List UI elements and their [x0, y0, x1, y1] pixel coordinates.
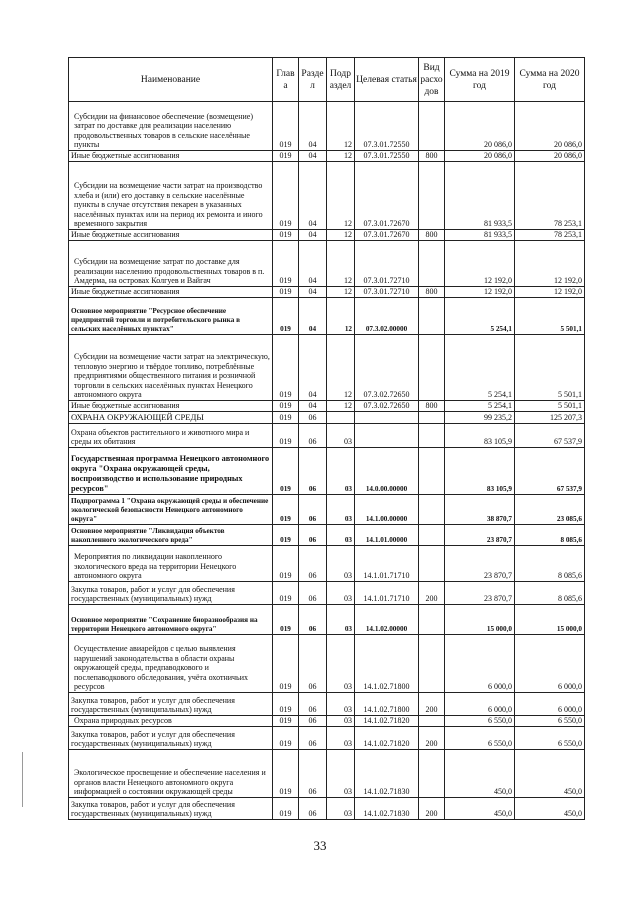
cell-glava: 019 [273, 798, 299, 820]
cell-razdel: 06 [299, 424, 327, 448]
cell-vid [419, 448, 445, 495]
cell-sum2020: 6 550,0 [515, 716, 585, 727]
table-body [69, 102, 585, 820]
table-row [69, 230, 585, 241]
cell-razdel: 06 [299, 635, 327, 693]
budget-table [68, 57, 585, 820]
cell-sum2020: 450,0 [515, 798, 585, 820]
cell-target: 14.1.01.71710 [355, 546, 419, 582]
cell-vid [419, 102, 445, 151]
cell-vid: 800 [419, 151, 445, 162]
table-row [69, 298, 585, 335]
cell-target: 14.1.02.71820 [355, 716, 419, 727]
cell-sum2019: 5 254,1 [445, 401, 515, 412]
table-row [69, 241, 585, 287]
cell-sum2020: 20 086,0 [515, 102, 585, 151]
cell-podrazdel: 03 [327, 635, 355, 693]
cell-glava: 019 [273, 605, 299, 635]
cell-vid: 800 [419, 401, 445, 412]
cell-sum2019: 23 870,7 [445, 582, 515, 605]
cell-vid [419, 495, 445, 525]
cell-name: Подпрограмма 1 "Охрана окружающей среды и обеспечение экологической безопасности Ненецкого автономного округа" [69, 495, 273, 525]
cell-podrazdel: 03 [327, 693, 355, 716]
table-row [69, 582, 585, 605]
cell-vid [419, 635, 445, 693]
cell-sum2020: 15 000,0 [515, 605, 585, 635]
cell-sum2020: 12 192,0 [515, 287, 585, 298]
table-row [69, 716, 585, 727]
cell-sum2020: 8 085,6 [515, 525, 585, 546]
scan-margin-mark [22, 752, 23, 807]
cell-razdel: 04 [299, 230, 327, 241]
cell-podrazdel: 03 [327, 424, 355, 448]
cell-razdel: 06 [299, 582, 327, 605]
cell-sum2020: 6 550,0 [515, 727, 585, 750]
cell-glava: 019 [273, 335, 299, 401]
header-podrazdel: Подр аздел [327, 58, 355, 102]
cell-sum2019: 83 105,9 [445, 424, 515, 448]
cell-podrazdel: 03 [327, 750, 355, 798]
cell-sum2019: 6 550,0 [445, 716, 515, 727]
cell-target: 07.3.02.72650 [355, 401, 419, 412]
cell-target [355, 412, 419, 424]
cell-sum2020: 20 086,0 [515, 151, 585, 162]
table-header-row [69, 58, 585, 102]
cell-name: Иные бюджетные ассигнования [69, 287, 273, 298]
cell-glava: 019 [273, 230, 299, 241]
cell-sum2020: 6 000,0 [515, 635, 585, 693]
cell-target: 07.3.02.00000 [355, 298, 419, 335]
cell-vid [419, 412, 445, 424]
cell-name: Государственная программа Ненецкого автономного округа "Охрана окружающей среды, воспроизводство и использование природных ресурсов" [69, 448, 273, 495]
cell-glava: 019 [273, 546, 299, 582]
cell-glava: 019 [273, 525, 299, 546]
cell-target: 14.1.02.71830 [355, 750, 419, 798]
cell-podrazdel: 12 [327, 298, 355, 335]
cell-podrazdel: 03 [327, 716, 355, 727]
cell-glava: 019 [273, 448, 299, 495]
table-row [69, 546, 585, 582]
cell-glava: 019 [273, 424, 299, 448]
cell-name: Основное мероприятие "Ликвидация объектов накопленного экологического вреда" [69, 525, 273, 546]
header-name: Наименование [69, 58, 273, 102]
cell-sum2019: 83 105,9 [445, 448, 515, 495]
cell-sum2019: 5 254,1 [445, 335, 515, 401]
header-vid: Вид расхо дов [419, 58, 445, 102]
cell-sum2020: 8 085,6 [515, 582, 585, 605]
cell-glava: 019 [273, 287, 299, 298]
cell-name: Субсидии на возмещение части затрат на электрическую, тепловую энергию и твёрдое топливо, потреблённые предприятиями общественного питания и розничной торговли в сельских населённых пунктах Ненецкого автономного округа [69, 335, 273, 401]
cell-name: Охрана природных ресурсов [69, 716, 273, 727]
cell-name: Субсидии на финансовое обеспечение (возмещение) затрат по доставке для реализации населению продовольственных товаров в сельские населённые пункты [69, 102, 273, 151]
cell-podrazdel: 12 [327, 401, 355, 412]
cell-vid [419, 162, 445, 230]
cell-podrazdel: 12 [327, 287, 355, 298]
table-row [69, 401, 585, 412]
table-row [69, 750, 585, 798]
cell-razdel: 04 [299, 401, 327, 412]
cell-glava: 019 [273, 151, 299, 162]
cell-vid: 200 [419, 582, 445, 605]
cell-target: 14.1.02.71800 [355, 693, 419, 716]
cell-glava: 019 [273, 693, 299, 716]
table-row [69, 635, 585, 693]
cell-vid [419, 335, 445, 401]
cell-razdel: 04 [299, 287, 327, 298]
cell-target: 14.1.02.71830 [355, 798, 419, 820]
cell-sum2019: 450,0 [445, 798, 515, 820]
cell-name: Закупка товаров, работ и услуг для обеспечения государственных (муниципальных) нужд [69, 727, 273, 750]
cell-vid: 800 [419, 287, 445, 298]
cell-target: 07.3.01.72710 [355, 241, 419, 287]
cell-glava: 019 [273, 102, 299, 151]
cell-podrazdel: 03 [327, 582, 355, 605]
cell-target: 07.3.01.72670 [355, 230, 419, 241]
table-row [69, 525, 585, 546]
cell-glava: 019 [273, 582, 299, 605]
cell-razdel: 04 [299, 241, 327, 287]
cell-target: 07.3.02.72650 [355, 335, 419, 401]
cell-podrazdel: 03 [327, 727, 355, 750]
table-row [69, 412, 585, 424]
cell-razdel: 06 [299, 412, 327, 424]
cell-target: 07.3.01.72710 [355, 287, 419, 298]
cell-name: ОХРАНА ОКРУЖАЮЩЕЙ СРЕДЫ [69, 412, 273, 424]
cell-vid: 200 [419, 727, 445, 750]
cell-glava: 019 [273, 298, 299, 335]
header-target: Целевая статья [355, 58, 419, 102]
table-row [69, 424, 585, 448]
cell-name: Охрана объектов растительного и животного мира и среды их обитания [69, 424, 273, 448]
cell-sum2020: 78 253,1 [515, 162, 585, 230]
cell-podrazdel: 03 [327, 525, 355, 546]
cell-sum2019: 450,0 [445, 750, 515, 798]
cell-sum2020: 450,0 [515, 750, 585, 798]
cell-glava: 019 [273, 495, 299, 525]
cell-name: Закупка товаров, работ и услуг для обеспечения государственных (муниципальных) нужд [69, 693, 273, 716]
header-sum2020: Сумма на 2020 год [515, 58, 585, 102]
cell-vid [419, 424, 445, 448]
cell-name: Осуществление авиарейдов с целью выявления нарушений законодательства в области охраны окружающей среды, предпаводкового и послепаводкового обследования, учёта охотничьих ресурсов [69, 635, 273, 693]
cell-sum2019: 6 000,0 [445, 693, 515, 716]
cell-sum2019: 12 192,0 [445, 241, 515, 287]
cell-razdel: 06 [299, 750, 327, 798]
cell-sum2019: 15 000,0 [445, 605, 515, 635]
cell-sum2019: 81 933,5 [445, 162, 515, 230]
cell-podrazdel [327, 412, 355, 424]
cell-glava: 019 [273, 412, 299, 424]
cell-razdel: 04 [299, 162, 327, 230]
cell-podrazdel: 12 [327, 335, 355, 401]
cell-vid: 800 [419, 230, 445, 241]
cell-razdel: 06 [299, 448, 327, 495]
cell-vid: 200 [419, 693, 445, 716]
cell-sum2019: 99 235,2 [445, 412, 515, 424]
cell-sum2019: 20 086,0 [445, 102, 515, 151]
cell-name: Основное мероприятие "Ресурсное обеспечение предприятий торговли и потребительского рынка в сельских населённых пунктах" [69, 298, 273, 335]
cell-sum2020: 5 501,1 [515, 401, 585, 412]
header-razdel: Разде л [299, 58, 327, 102]
cell-sum2020: 5 501,1 [515, 335, 585, 401]
cell-glava: 019 [273, 750, 299, 798]
cell-podrazdel: 12 [327, 230, 355, 241]
cell-glava: 019 [273, 635, 299, 693]
cell-sum2020: 78 253,1 [515, 230, 585, 241]
cell-razdel: 06 [299, 605, 327, 635]
cell-sum2019: 38 870,7 [445, 495, 515, 525]
cell-vid [419, 750, 445, 798]
cell-target: 14.1.01.00000 [355, 525, 419, 546]
cell-vid [419, 716, 445, 727]
cell-podrazdel: 12 [327, 151, 355, 162]
cell-target: 14.1.02.71820 [355, 727, 419, 750]
cell-sum2019: 81 933,5 [445, 230, 515, 241]
cell-sum2019: 23 870,7 [445, 525, 515, 546]
cell-glava: 019 [273, 716, 299, 727]
cell-target: 07.3.01.72550 [355, 151, 419, 162]
cell-razdel: 04 [299, 102, 327, 151]
cell-razdel: 06 [299, 525, 327, 546]
table-row [69, 798, 585, 820]
cell-vid [419, 298, 445, 335]
cell-name: Иные бюджетные ассигнования [69, 401, 273, 412]
cell-vid: 200 [419, 798, 445, 820]
cell-razdel: 06 [299, 727, 327, 750]
cell-sum2020: 67 537,9 [515, 448, 585, 495]
cell-podrazdel: 12 [327, 241, 355, 287]
cell-sum2019: 6 000,0 [445, 635, 515, 693]
cell-target: 07.3.01.72670 [355, 162, 419, 230]
cell-podrazdel: 12 [327, 102, 355, 151]
cell-target: 14.1.01.71710 [355, 582, 419, 605]
cell-sum2019: 12 192,0 [445, 287, 515, 298]
cell-vid [419, 241, 445, 287]
cell-target: 14.1.02.71800 [355, 635, 419, 693]
cell-target: 14.0.00.00000 [355, 448, 419, 495]
cell-name: Закупка товаров, работ и услуг для обеспечения государственных (муниципальных) нужд [69, 582, 273, 605]
cell-podrazdel: 03 [327, 448, 355, 495]
cell-sum2020: 125 207,3 [515, 412, 585, 424]
cell-glava: 019 [273, 241, 299, 287]
cell-name: Субсидии на возмещение части затрат на производство хлеба и (или) его доставку в сельские населённые пункты в случае отсутствия пекарен в указанных населённых пунктах или на период их ремонта и иного временного закрытия [69, 162, 273, 230]
table-row [69, 102, 585, 151]
cell-sum2019: 5 254,1 [445, 298, 515, 335]
table-row [69, 727, 585, 750]
cell-sum2020: 12 192,0 [515, 241, 585, 287]
cell-vid [419, 605, 445, 635]
cell-glava: 019 [273, 401, 299, 412]
cell-vid [419, 546, 445, 582]
cell-razdel: 04 [299, 151, 327, 162]
cell-sum2019: 20 086,0 [445, 151, 515, 162]
cell-sum2020: 67 537,9 [515, 424, 585, 448]
cell-target: 14.1.02.00000 [355, 605, 419, 635]
cell-razdel: 06 [299, 546, 327, 582]
cell-vid [419, 525, 445, 546]
cell-name: Экологическое просвещение и обеспечение населения и органов власти Ненецкого автономного округа информацией о состоянии окружающей среды [69, 750, 273, 798]
table-row [69, 495, 585, 525]
cell-sum2020: 6 000,0 [515, 693, 585, 716]
cell-name: Иные бюджетные ассигнования [69, 230, 273, 241]
cell-razdel: 06 [299, 693, 327, 716]
cell-podrazdel: 03 [327, 798, 355, 820]
cell-razdel: 04 [299, 335, 327, 401]
page-number: 33 [313, 838, 327, 853]
cell-glava: 019 [273, 162, 299, 230]
table-row [69, 335, 585, 401]
table-row [69, 151, 585, 162]
cell-sum2020: 23 085,6 [515, 495, 585, 525]
cell-name: Закупка товаров, работ и услуг для обеспечения государственных (муниципальных) нужд [69, 798, 273, 820]
cell-razdel: 04 [299, 298, 327, 335]
cell-sum2019: 6 550,0 [445, 727, 515, 750]
cell-name: Мероприятия по ликвидации накопленного экологического вреда на территории Ненецкого автономного округа [69, 546, 273, 582]
table-row [69, 448, 585, 495]
cell-podrazdel: 12 [327, 162, 355, 230]
cell-razdel: 06 [299, 495, 327, 525]
cell-sum2019: 23 870,7 [445, 546, 515, 582]
cell-name: Иные бюджетные ассигнования [69, 151, 273, 162]
cell-sum2020: 5 501,1 [515, 298, 585, 335]
cell-podrazdel: 03 [327, 546, 355, 582]
cell-podrazdel: 03 [327, 495, 355, 525]
cell-glava: 019 [273, 727, 299, 750]
cell-name: Основное мероприятие "Сохранение биоразнообразия на территории Ненецкого автономного округа" [69, 605, 273, 635]
cell-target [355, 424, 419, 448]
cell-razdel: 06 [299, 716, 327, 727]
table-row [69, 162, 585, 230]
cell-target: 14.1.00.00000 [355, 495, 419, 525]
table-row [69, 287, 585, 298]
header-glava: Глав а [273, 58, 299, 102]
cell-sum2020: 8 085,6 [515, 546, 585, 582]
table-row [69, 605, 585, 635]
cell-target: 07.3.01.72550 [355, 102, 419, 151]
header-sum2019: Сумма на 2019 год [445, 58, 515, 102]
cell-podrazdel: 03 [327, 605, 355, 635]
cell-razdel: 06 [299, 798, 327, 820]
table-row [69, 693, 585, 716]
cell-name: Субсидии на возмещение затрат по доставке для реализации населению продовольственных товаров в п. Амдерма, на островах Колгуев и Вайгач [69, 241, 273, 287]
